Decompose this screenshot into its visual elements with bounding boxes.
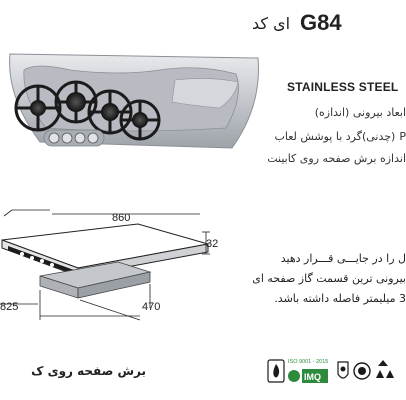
installation-note-2: بیرونی ترین قسمت گاز صفحه ای <box>252 272 406 285</box>
certification-badges <box>266 354 400 390</box>
warranty-shield-icon <box>338 362 348 378</box>
control-knobs <box>44 130 104 146</box>
quality-medal-icon <box>354 363 370 379</box>
burner-1 <box>16 86 60 130</box>
burner-4 <box>121 101 159 139</box>
imq-label: IMQ <box>304 372 321 382</box>
width-dimension-line <box>4 210 200 216</box>
gas-flame-icon <box>268 360 284 382</box>
iso-label: ISO 9001 - 2015 <box>288 359 329 365</box>
dimension-cut-width: 825 <box>0 301 19 313</box>
dimension-drawing <box>0 190 230 330</box>
installation-note-1: ل را در جایـــی قـــرار دهید <box>280 252 406 265</box>
dimension-width: 860 <box>112 212 131 224</box>
spec-outer-dimensions: ابعاد بیرونی (اندازه) <box>314 106 406 119</box>
dimension-depth: 470 <box>142 301 161 313</box>
hob-product-image <box>0 36 265 176</box>
installation-note-3: 3 میلیمتر فاصله داشته باشد. <box>274 292 406 305</box>
spec-grates-code: P <box>399 130 406 143</box>
spec-cutout-size: اندازه برش صفحه روی کابینت <box>267 152 406 165</box>
model-prefix: ای کد <box>252 14 291 33</box>
recycle-icon <box>376 360 394 378</box>
cutout-title: برش صفحه روی ک <box>31 364 146 378</box>
spec-grates <box>275 130 406 143</box>
model-code: G84 <box>300 10 342 35</box>
iso-seal-icon <box>288 370 300 382</box>
material-label: STAINLESS STEEL <box>287 80 399 94</box>
dimension-height: 32 <box>206 238 219 250</box>
burner-3 <box>89 91 131 133</box>
iso-imq-badge <box>288 359 328 383</box>
spec-grates-text: (چدنی)گرد با پوشش لعاب <box>274 130 396 143</box>
